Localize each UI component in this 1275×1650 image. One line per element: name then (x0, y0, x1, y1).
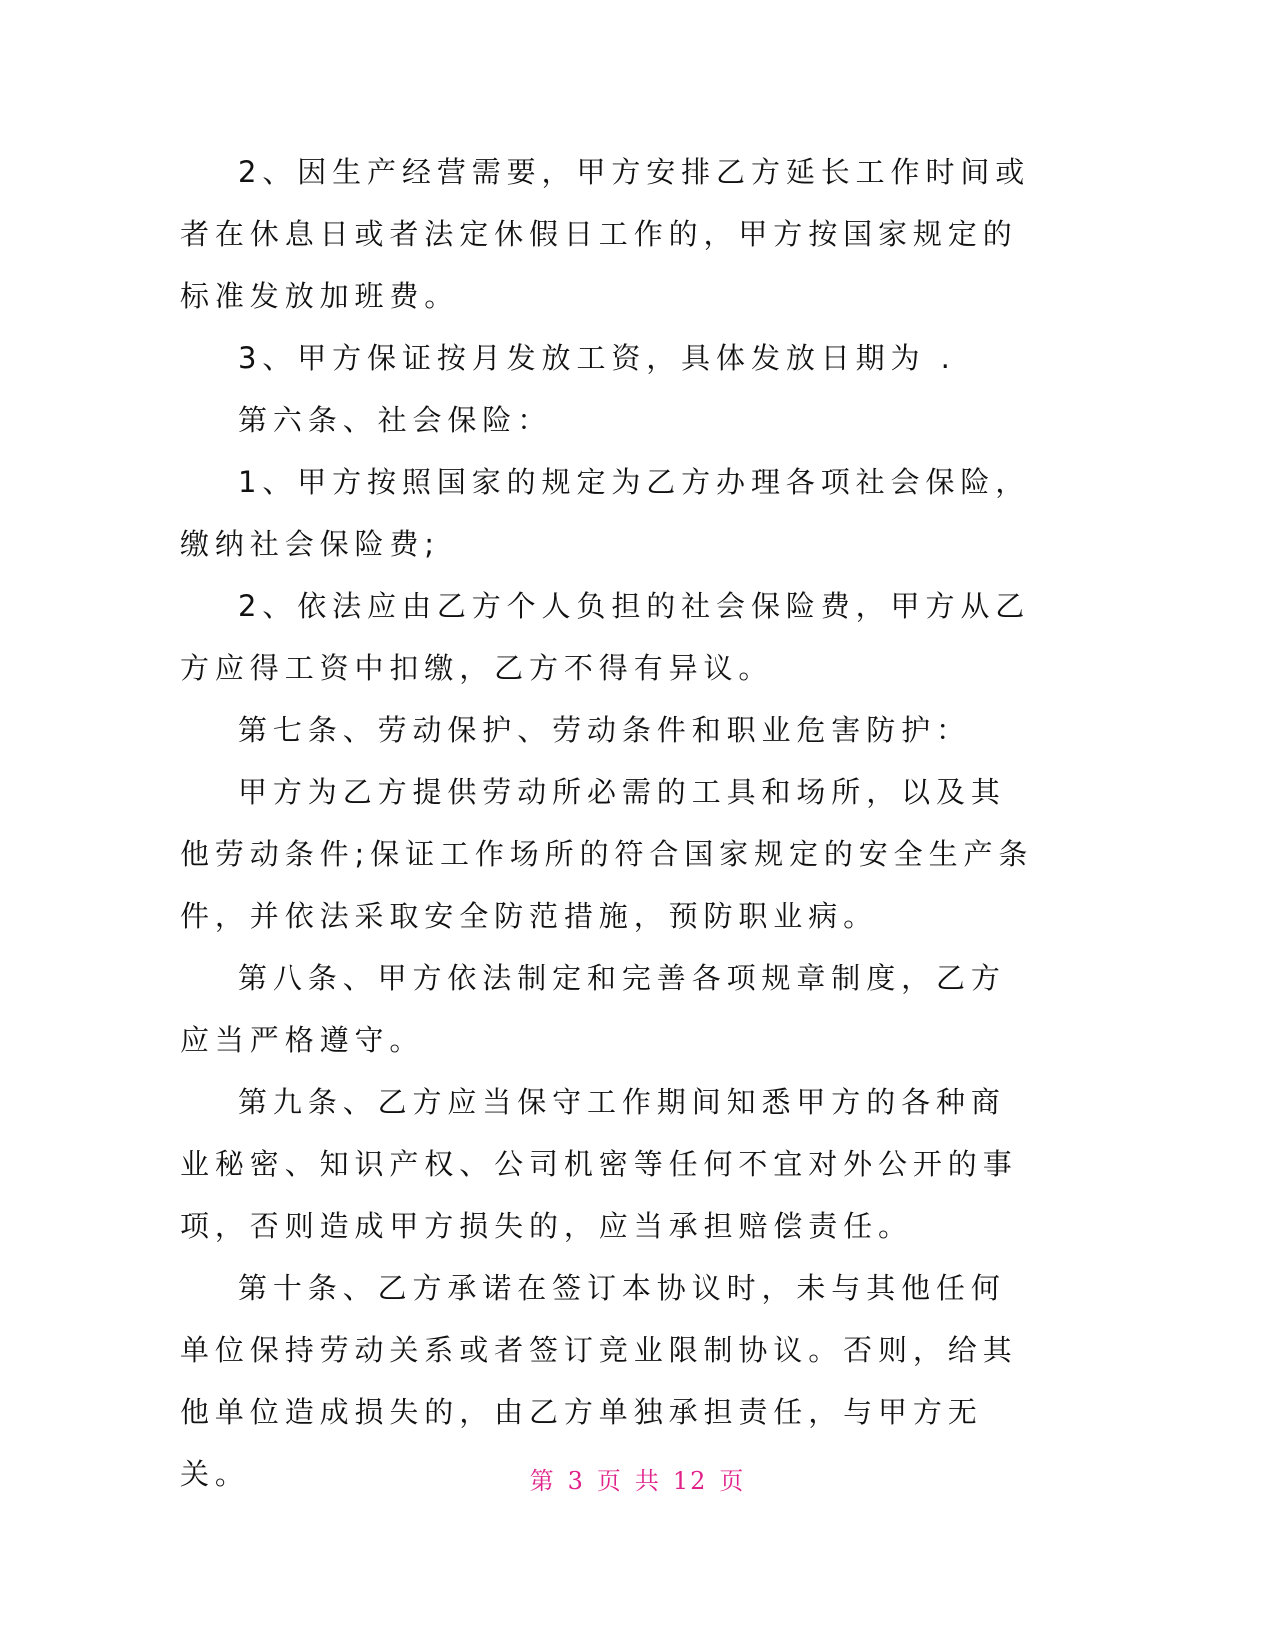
paragraph-labor-protection: 甲方为乙方提供劳动所必需的工具和场所，以及其他劳动条件;保证工作场所的符合国家规定的安全生产条件，并依法采取安全防范措施，预防职业病。 (180, 775, 1034, 933)
heading-article-7: 第七条、劳动保护、劳动条件和职业危害防护： (238, 713, 971, 747)
footer-page-word: 页 (596, 1467, 623, 1495)
heading-article-6: 第六条、社会保险： (238, 403, 553, 437)
footer-suffix: 页 (719, 1467, 746, 1495)
paragraph-monthly-wage: 3、甲方保证按月发放工资，具体发放日期为 . (238, 341, 956, 375)
footer-prefix: 第 (529, 1467, 556, 1495)
footer-current-page: 3 (567, 1467, 585, 1495)
page-footer (0, 1463, 1275, 1499)
paragraph-social-insurance-2: 2、依法应由乙方个人负担的社会保险费，甲方从乙方应得工资中扣缴，乙方不得有异议。 (180, 589, 1031, 685)
footer-total-pages: 12 (672, 1467, 708, 1495)
paragraph-social-insurance-1: 1、甲方按照国家的规定为乙方办理各项社会保险，缴纳社会保险费; (180, 465, 1031, 561)
paragraph-article-8: 第八条、甲方依法制定和完善各项规章制度，乙方应当严格遵守。 (180, 961, 1006, 1057)
footer-total-word: 共 (634, 1467, 661, 1495)
paragraph-overtime-pay: 2、因生产经营需要，甲方安排乙方延长工作时间或者在休息日或者法定休假日工作的，甲方按国家规定的标准发放加班费。 (180, 155, 1031, 313)
document-body (180, 141, 1040, 1505)
paragraph-article-10: 第十条、乙方承诺在签订本协议时，未与其他任何单位保持劳动关系或者签订竞业限制协议。否则，给其他单位造成损失的，由乙方单独承担责任，与甲方无关。 (180, 1271, 1018, 1491)
paragraph-article-9: 第九条、乙方应当保守工作期间知悉甲方的各种商业秘密、知识产权、公司机密等任何不宜对外公开的事项，否则造成甲方损失的，应当承担赔偿责任。 (180, 1085, 1018, 1243)
